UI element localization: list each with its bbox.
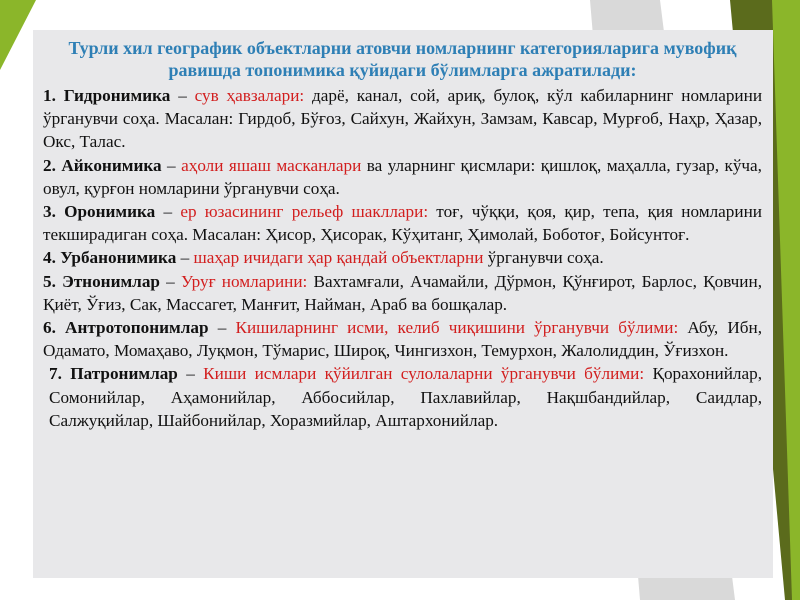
section-patronyms (43, 362, 762, 432)
accent-green-triangle (0, 0, 36, 70)
section-highlight: Кишиларнинг исми, келиб чиқишини ўрганувчи бўлими: (235, 318, 679, 338)
section-head: 2. Айконимика (43, 155, 162, 175)
section-text: Абу, Ибн, Одамато, Момаҳаво, Луқмон, Тўмарис, Широқ, Чингизхон, Темурхон, Жалолиддин, Ўғизхон. (43, 318, 763, 361)
section-ethnonyms (43, 270, 762, 316)
section-dash: – (161, 155, 182, 175)
section-anthroponyms (43, 316, 762, 362)
section-oronymy (43, 200, 762, 246)
section-text: ўрганувчи соҳа. (483, 248, 604, 268)
section-dash: – (155, 202, 181, 222)
section-text: дарё, канал, сой, ариқ, булоқ, кўл кабиларнинг номларини ўрганувчи соҳа. Масалан: Гирдоб, Бўғоз, Сайхун, Жайхун, Замзам, Кавсар, Мурғоб, Наҳр, Ҳазар, Окс, Талас. (43, 86, 763, 152)
section-head: 1. Гидронимика (43, 86, 171, 105)
section-highlight: сув ҳавзалари: (194, 86, 305, 105)
section-dash: – (208, 318, 236, 338)
section-highlight: Уруғ номларини: (180, 271, 308, 291)
section-text: Қорахонийлар, Сомонийлар, Аҳамонийлар, Аббосийлар, Пахлавийлар, Нақшбандийлар, Саидлар, Салжуқийлар, Шайбонийлар, Хоразмийлар, Аштархонийлар. (49, 364, 763, 430)
section-text: тоғ, чўққи, қоя, қир, тепа, қия номларини текширадиган соҳа. Масалан: Ҳисор, Ҳисорак, Кўҳитанг, Ҳимолай, Боботоғ, Бойсунтоғ. (43, 202, 762, 245)
section-head: 6. Антротопонимлар (43, 318, 209, 338)
section-highlight: шаҳар ичидаги ҳар қандай объектларни (193, 248, 484, 268)
section-dash: – (177, 364, 204, 384)
section-urbanonymy (43, 246, 762, 269)
slide-title: Турли хил географик объектларни атовчи номларнинг категорияларига мувофиқ равишда топонимика қуйидаги бўлимларга ажратилади: (68, 38, 737, 80)
section-dash: – (176, 248, 194, 268)
section-dash: – (159, 271, 181, 291)
section-highlight: Киши исмлари қўйилган сулолаларни ўрганувчи бўлими: (203, 364, 645, 384)
section-highlight: ер юзасининг рельеф шакллари: (180, 202, 429, 222)
section-text: ва уларнинг қисмлари: қишлоқ, маҳалла, гузар, кўча, овул, қурғон номларини ўрганувчи соҳа. (43, 155, 762, 198)
section-text: Вахтамғали, Ачамайли, Дўрмон, Қўнғирот, Барлос, Қовчин, Қиёт, Ўғиз, Сак, Массагет, Манғит, Найман, Араб ва бошқалар. (43, 271, 763, 314)
section-head: 7. Патронимлар (49, 364, 178, 384)
section-head: 3. Оронимика (43, 202, 156, 222)
content-card (33, 30, 773, 578)
section-hydronymy (43, 84, 762, 154)
section-dash: – (170, 86, 195, 105)
section-head: 5. Этнонимлар (43, 271, 160, 291)
section-highlight: аҳоли яшаш масканлари (181, 155, 362, 175)
section-oikonymy (43, 154, 762, 200)
section-head: 4. Урбанонимика (43, 248, 177, 268)
